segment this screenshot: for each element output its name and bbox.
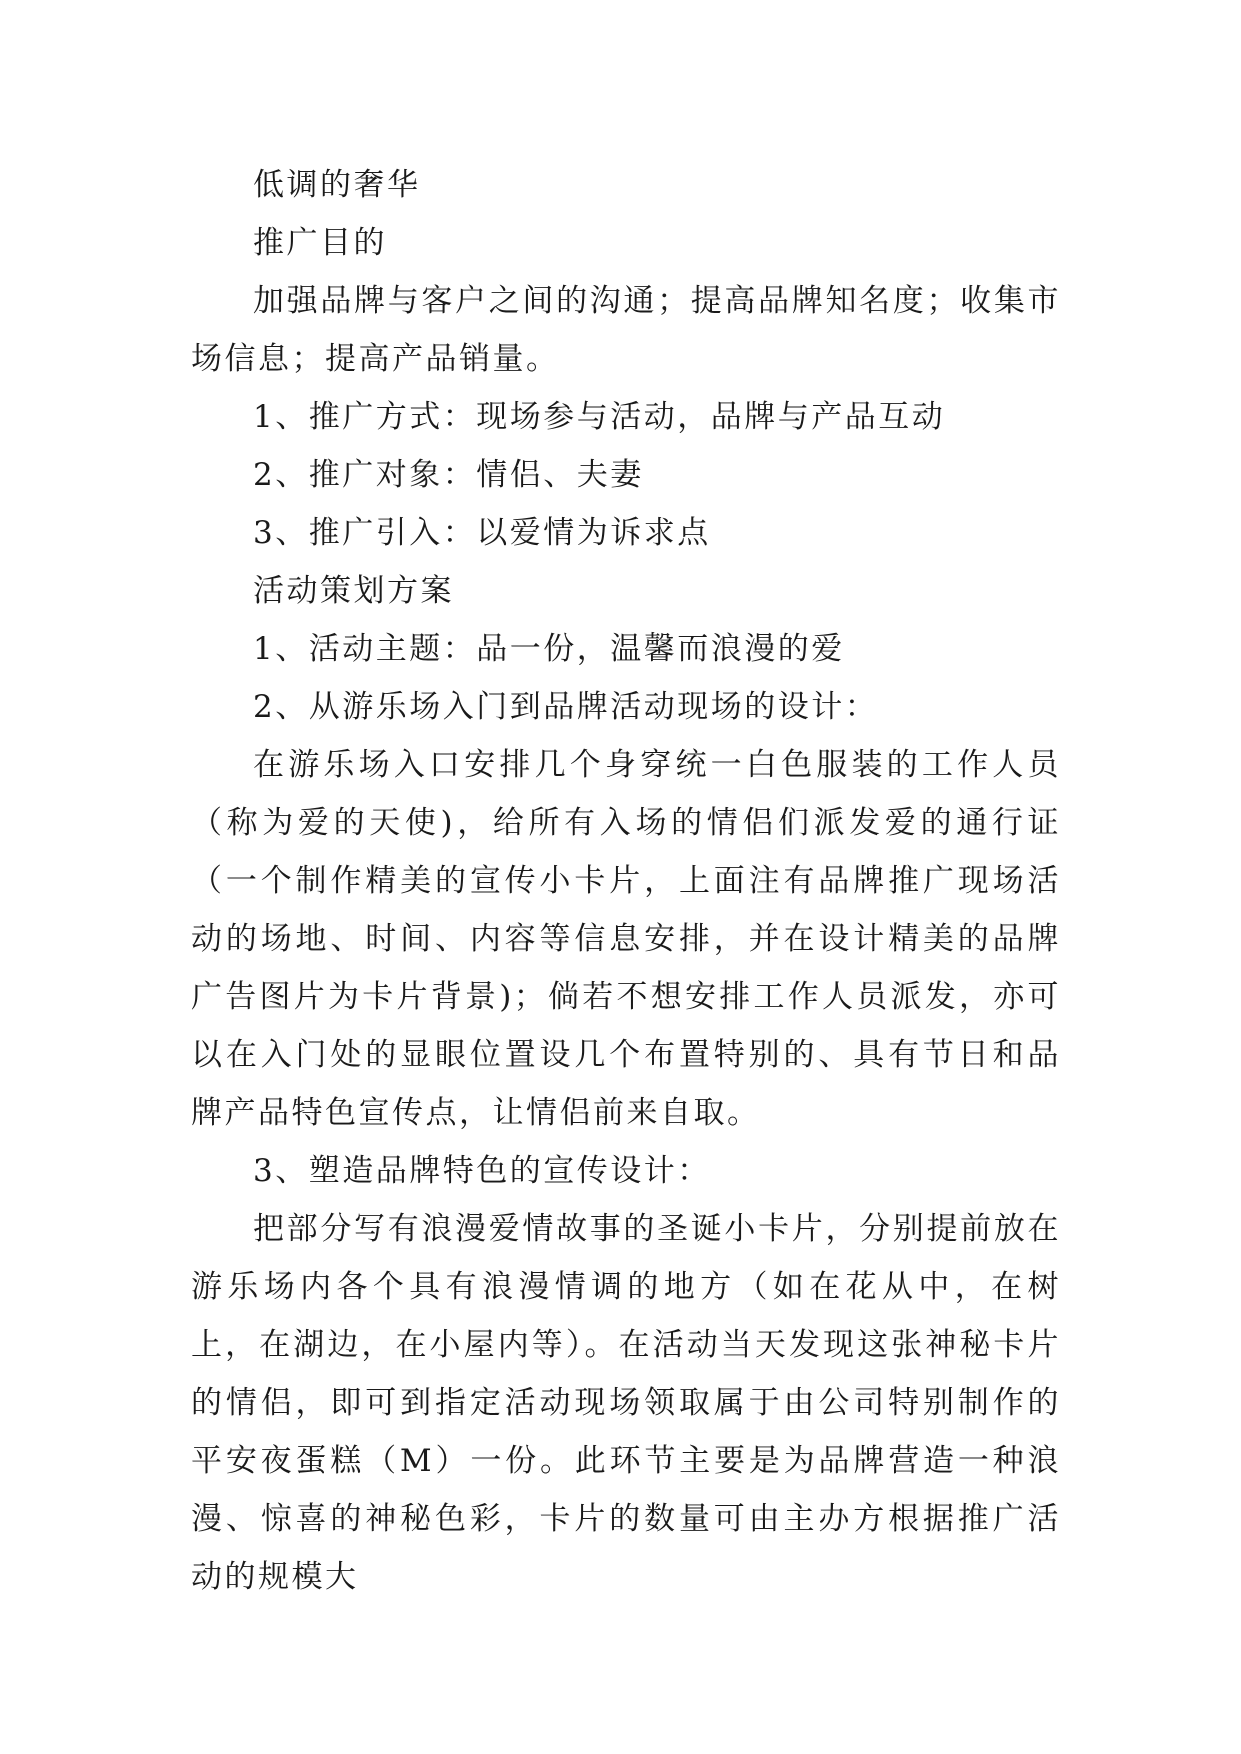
paragraph-entrance-details: 在游乐场入口安排几个身穿统一白色服装的工作人员（称为爱的天使)，给所有入场的情侣们派发爱的通行证（一个制作精美的宣传小卡片，上面注有品牌推广现场活动的场地、时间、内容等信息安排，并在设计精美的品牌广告图片为卡片背景)；倘若不想安排工作人员派发，亦可以在入门处的显眼位置设几个布置特别的、具有节日和品牌产品特色宣传点，让情侣前来自取。 xyxy=(191,747,1061,1131)
heading-event-plan: 活动策划方案 xyxy=(253,573,454,609)
heading-low-key-luxury: 低调的奢华 xyxy=(253,167,421,203)
list-item-promotion-method: 1、推广方式：现场参与活动，品牌与产品互动 xyxy=(253,399,946,435)
list-item-entrance-design: 2、从游乐场入门到品牌活动现场的设计： xyxy=(253,689,879,725)
list-item-brand-feature-design: 3、塑造品牌特色的宣传设计： xyxy=(253,1153,711,1189)
list-item-event-theme: 1、活动主题：品一份，温馨而浪漫的爱 xyxy=(253,631,845,667)
paragraph-purpose-details: 加强品牌与客户之间的沟通；提高品牌知名度；收集市场信息；提高产品销量。 xyxy=(191,283,1061,377)
list-item-promotion-appeal: 3、推广引入：以爱情为诉求点 xyxy=(253,515,711,551)
heading-promotion-purpose: 推广目的 xyxy=(253,225,387,261)
paragraph-brand-feature-details: 把部分写有浪漫爱情故事的圣诞小卡片，分别提前放在游乐场内各个具有浪漫情调的地方（如在花从中，在树上，在湖边，在小屋内等）。在活动当天发现这张神秘卡片的情侣，即可到指定活动现场领取属于由公司特别制作的平安夜蛋糕（M）一份。此环节主要是为品牌营造一种浪漫、惊喜的神秘色彩，卡片的数量可由主办方根据推广活动的规模大 xyxy=(191,1211,1061,1595)
document-body xyxy=(191,156,1061,1606)
list-item-promotion-target: 2、推广对象：情侣、夫妻 xyxy=(253,457,644,493)
